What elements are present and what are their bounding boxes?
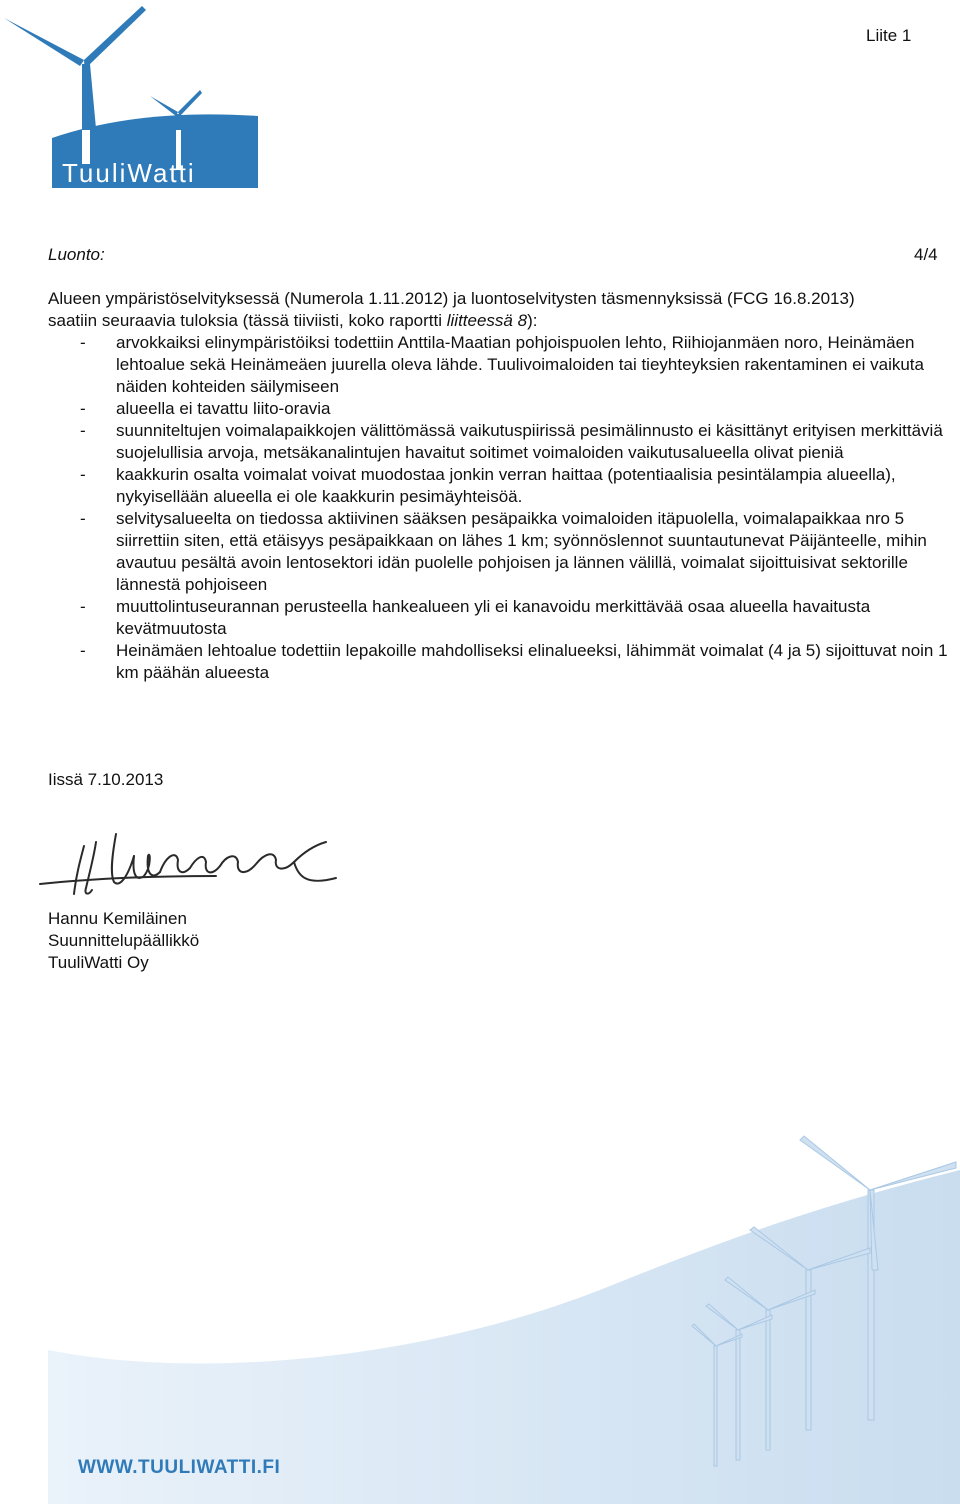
list-item-text: alueella ei tavattu liito-oravia [116,399,331,418]
list-dash: - [80,641,86,660]
signer-title: Suunnittelupäällikkö [48,931,200,950]
list-item-text: muuttolintuseurannan perusteella hankealueen yli ei kanavoidu merkittävää osaa alueella havaitusta kevätmuutosta [116,597,871,638]
intro-line-2-ref: liitteessä 8 [446,311,528,330]
list-item [48,596,953,640]
footer-turbine-illustration [0,1130,960,1504]
website-url[interactable]: WWW.TUULIWATTI.FI [78,1457,281,1478]
logo-wordmark: TuuliWatti [62,158,196,188]
list-item-text: suunniteltujen voimalapaikkojen välittömässä vaikutuspiirissä pesimälinnusto ei käsittänyt erityisen merkittäviä suojelullisia arvoja, metsäkanalintujen havaitut soitimet voimaloiden vaikutusalueella olivat pieniä [116,421,943,462]
list-dash: - [80,509,86,528]
list-item [48,332,953,398]
intro-line-2 [48,310,953,332]
intro-block [48,288,953,684]
intro-line-2-post: ): [527,311,538,330]
signer-company: TuuliWatti Oy [48,953,149,972]
section-title: Luonto: [48,245,105,264]
list-dash: - [80,465,86,484]
list-dash: - [80,421,86,440]
list-item [48,420,953,464]
list-item-text: Heinämäen lehtoalue todettiin lepakoille mahdolliseksi elinalueeksi, lähimmät voimalat (4 ja 5) sijoittuvat noin 1 km päähän alueesta [116,641,948,682]
signer-block [48,908,199,974]
list-item [48,640,953,684]
signer-name: Hannu Kemiläinen [48,909,187,928]
findings-list [48,332,953,684]
list-item-text: selvitysalueelta on tiedossa aktiivinen sääksen pesäpaikka voimaloiden itäpuolella, voimalapaikkaa nro 5 siirrettiin siten, että etäisyys pesäpaikkaan on lähes 1 km; syönnöslennot suuntautunevat Päijänteelle, mihin avautuu pesältä avoin lentosektori idän puolelle pohjoisen ja lännen välillä, voimalat sijoittuisivat sektorille lännestä pohjoiseen [116,509,927,594]
list-item-text: kaakkurin osalta voimalat voivat muodostaa jonkin verran haittaa (potentiaalisia pesintälampia alueella), nykyisellään alueella ei ole kaakkurin pesimäyhteisöä. [116,465,896,506]
page-number: 4/4 [914,245,938,264]
list-dash: - [80,399,86,418]
list-dash: - [80,333,86,352]
list-item [48,464,953,508]
tuuliwatti-logo [0,0,270,200]
intro-line-2-pre: saatiin seuraavia tuloksia (tässä tiiviisti, koko raportti [48,311,447,330]
list-item [48,398,953,420]
list-dash: - [80,597,86,616]
handwritten-signature [36,816,346,906]
intro-line-1: Alueen ympäristöselvityksessä (Numerola 1.11.2012) ja luontoselvitysten täsmennyksissä (FCG 16.8.2013) [48,289,855,308]
list-item-text: arvokkaiksi elinympäristöiksi todettiin Anttila-Maatian pohjoispuolen lehto, Riihiojanmäen noro, Heinämäen lehtoalue sekä Heinämeäen juurella oleva lähde. Tuulivoimaloiden tai tieyhteyksien rakentaminen ei vaikuta näiden kohteiden säilymiseen [116,333,924,396]
list-item [48,508,953,596]
letter-date: Iissä 7.10.2013 [48,770,164,789]
attachment-label: Liite 1 [866,26,912,45]
